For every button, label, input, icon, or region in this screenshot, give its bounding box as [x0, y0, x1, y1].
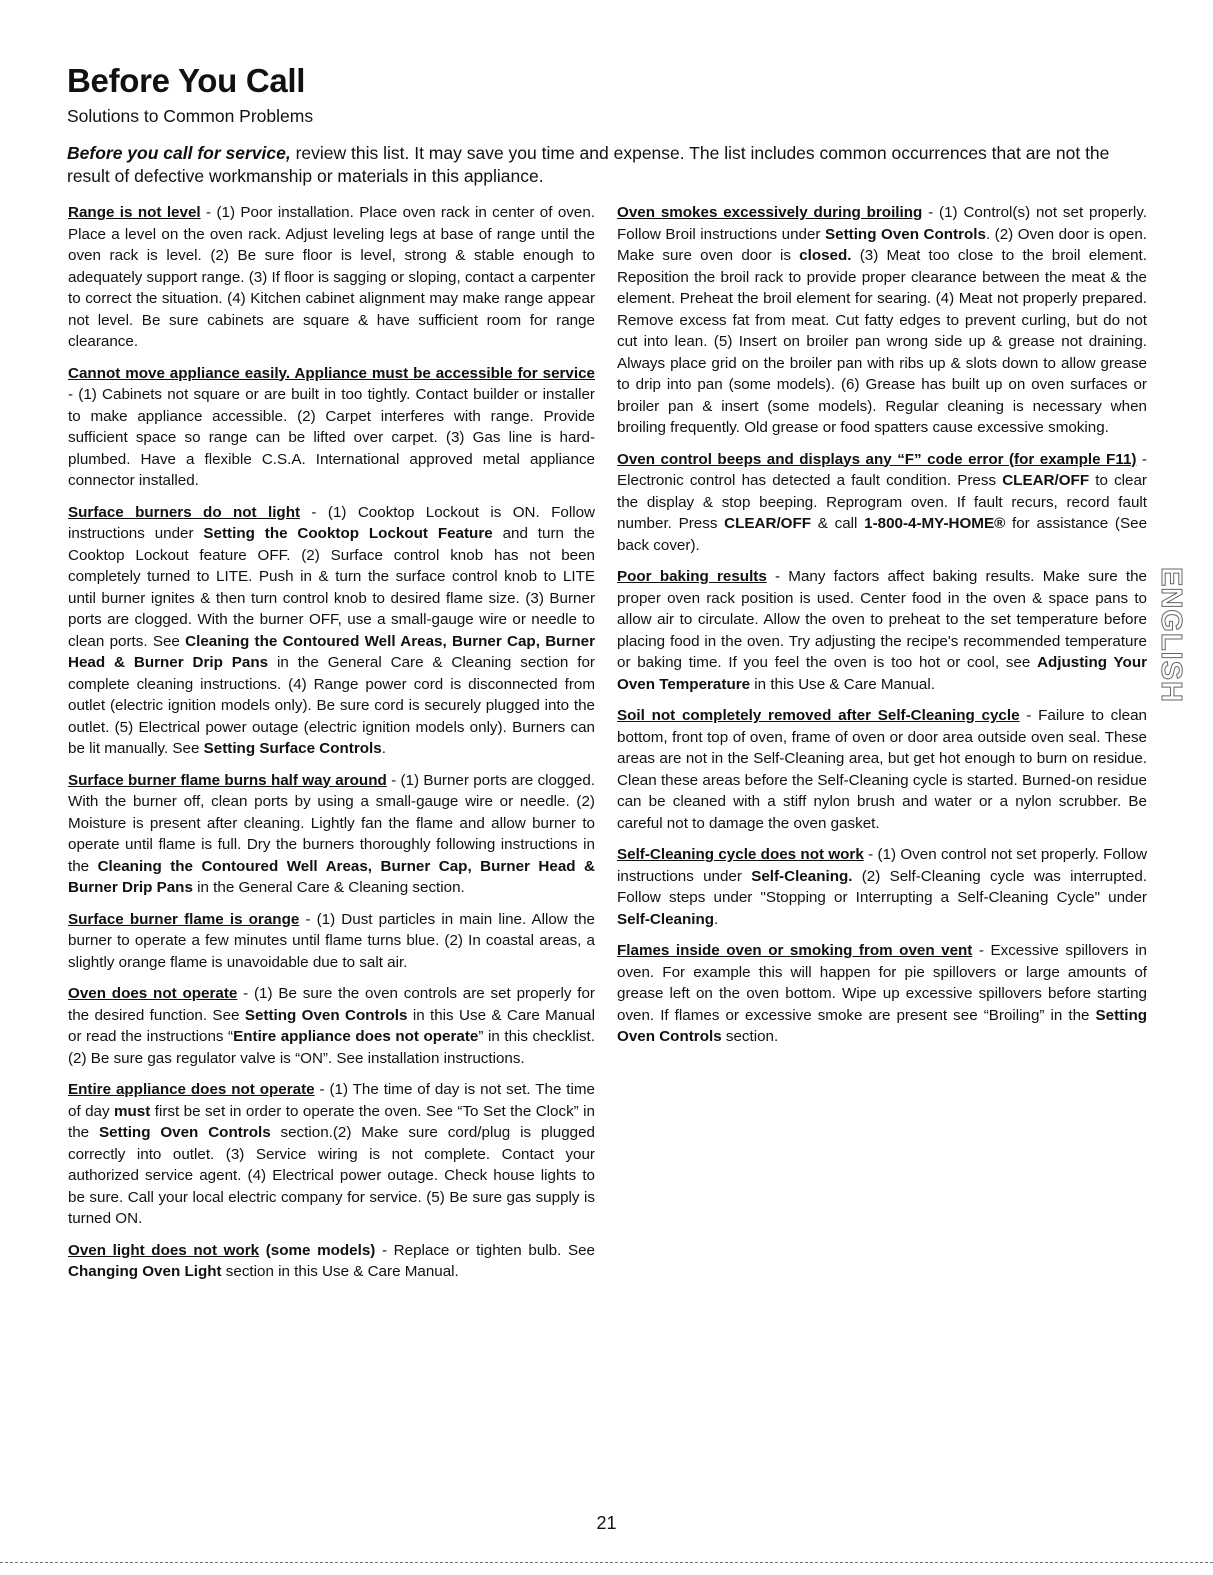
entry-text: - (1) Burner ports are clogged. With the burner off, clean ports by using a small-gauge wire or needle. (2) Moisture is present after cleaning. Lightly fan the flame and allow burner to operate until flame is full. Dry the burners thoroughly following instructions in the	[68, 771, 595, 875]
entry-heading: Self-Cleaning cycle does not work	[617, 846, 864, 863]
entry-bold-text: Setting Oven Controls	[244, 1006, 408, 1024]
troubleshooting-entry	[617, 705, 1147, 834]
entry-bold-text: Cleaning the Contoured Well Areas, Burner Cap, Burner Head & Burner Drip Pans	[68, 632, 595, 671]
entry-text: for assistance (See back cover).	[617, 515, 1148, 554]
entry-text: in this Use & Care Manual.	[750, 675, 935, 693]
intro-lead: Before you call for service,	[67, 143, 291, 163]
page-subtitle: Solutions to Common Problems	[67, 106, 314, 126]
entry-text: - (1) Cooktop Lockout is ON. Follow instructions under	[68, 503, 596, 542]
entry-text: to clear the display & stop beeping. Reprogram oven. If fault recurs, record fault number. Press	[617, 472, 1147, 532]
intro-paragraph	[67, 142, 1152, 188]
troubleshooting-entry	[617, 844, 1147, 930]
troubleshooting-entry	[68, 502, 595, 760]
entry-text: and turn the Cooktop Lockout feature OFF. (2) Surface control knob has not been completely turned to LITE. Push in & turn the surface control knob to LITE until burner ignites & then turn control knob to desired flame size. (3) Burner ports are clogged. With the burner OFF, use a small-gauge wire or needle to clean ports. See	[68, 525, 595, 650]
entry-text: - (1) The time of day is not set. The time of day	[68, 1081, 595, 1120]
entry-text: - Replace or tighten bulb. See	[375, 1241, 595, 1259]
entry-heading: Poor baking results	[617, 568, 767, 585]
intro-text: review this list. It may save you time and expense. The list includes common occurrences that are not the result of defective workmanship or materials in this appliance.	[67, 143, 1110, 186]
entry-bold-text: Setting the Cooktop Lockout Feature	[203, 525, 493, 542]
entry-heading: Cannot move appliance easily. Appliance must be accessible for service	[68, 364, 595, 382]
entry-bold-text: Setting Surface Controls	[203, 740, 382, 757]
entry-bold-text: must	[114, 1102, 151, 1120]
entry-bold-text: Self-Cleaning.	[751, 867, 853, 885]
right-column	[617, 202, 1147, 1058]
entry-heading: Flames inside oven or smoking from oven vent	[617, 942, 973, 959]
page-number: 21	[596, 1513, 617, 1533]
entry-heading: Range is not level	[68, 204, 201, 221]
entry-heading: Oven light does not work	[68, 1241, 260, 1259]
entry-text: & call	[811, 515, 865, 532]
troubleshooting-entry	[617, 449, 1147, 557]
entry-heading: Oven control beeps and displays any “F” code error (for example F11)	[617, 450, 1137, 468]
entry-bold-text: Adjusting Your Oven Temperature	[617, 654, 1147, 693]
entry-text: - Failure to clean bottom, front top of oven, frame of oven or door area outside oven seal. These areas are not in the Self-Cleaning area, but get hot enough to burn on residue. Clean these areas before the Self-Cleaning cycle is started. Burned-on residue can be cleaned with a stiff nylon brush and water or a nylon scrubber. Be careful not to damage the oven gasket.	[617, 707, 1147, 832]
entry-text: - (1) Dust particles in main line. Allow the burner to operate a few minutes until flame turns blue. (2) In coastal areas, a slightly orange flame is unavoidable due to salt air.	[68, 910, 595, 971]
troubleshooting-entry	[68, 770, 595, 899]
troubleshooting-entry	[68, 202, 595, 353]
left-column	[68, 202, 595, 1293]
entry-bold-text: Setting Oven Controls	[99, 1124, 271, 1141]
troubleshooting-entry	[68, 1079, 595, 1230]
page-title: Before You Call	[67, 62, 306, 99]
entry-bold-text: 1-800-4-MY-HOME®	[864, 515, 1006, 532]
troubleshooting-entry	[68, 909, 595, 974]
troubleshooting-entry	[617, 202, 1147, 439]
entry-text: - Excessive spillovers in oven. For example this will happen for pie spillovers or large amounts of grease left on the oven bottom. Wipe up excessive spillovers before starting oven. If flames or excessive smoke are present see “Broiling” in the	[617, 942, 1147, 1024]
entry-heading: Surface burner flame burns half way around	[68, 771, 387, 789]
entry-heading: Entire appliance does not operate	[68, 1081, 315, 1098]
entry-text: - Electronic control has detected a fault condition. Press	[617, 450, 1147, 489]
entry-bold-text: Self-Cleaning	[617, 910, 715, 928]
entry-text: - (1) Poor installation. Place oven rack in center of oven. Place a level on the oven rack. Adjust leveling legs at base of range until the oven rack is level. (2) Be sure floor is level, strong & stable enough to adequately support range. (3) If floor is sagging or sloping, contact a carpenter to correct the situation. (4) Kitchen cabinet alignment may make range appear not level. Be sure cabinets are square & have sufficient room for range clearance.	[68, 204, 595, 350]
entry-bold-text: Entire appliance does not operate	[233, 1028, 479, 1045]
entry-bold-text: Cleaning the Contoured Well Areas, Burner Cap, Burner Head & Burner Drip Pans	[68, 857, 595, 896]
entry-bold-text: Setting Oven Controls	[617, 1006, 1147, 1045]
entry-bold-text: CLEAR/OFF	[1002, 472, 1090, 489]
entry-text: . (2) Oven door is open. Make sure oven door is	[617, 225, 1147, 264]
entry-text: .	[714, 910, 719, 928]
entry-text: (3) Meat too close to the broil element. Reposition the broil rack to provide proper clearance between the meat & the element. Preheat the broil element for searing. (4) Meat not properly prepared. Remove excess fat from meat. Cut fatty edges to prevent curling, but do not cut into lean. (5) Insert on broiler pan wrong side up & grease not draining. Always place grid on the broiler pan with ribs up & slots down to allow grease to drip into pan (some models). (6) Grease has built up on oven surfaces or broiler pan & insert (some models). Regular cleaning is necessary when broiling frequently. Old grease or food spatters cause excessive smoking.	[617, 247, 1147, 436]
entry-heading: Surface burner flame is orange	[68, 910, 300, 928]
language-tab: ENGLISH	[1155, 567, 1187, 703]
entry-text: - Many factors affect baking results. Make sure the proper oven rack position is used. Center food in the oven & space pans to allow air to circulate. Allow the oven to preheat to the set temperature before placing food in the oven. Try adjusting the recipe's recommended temperature or baking time. If you feel the oven is too hot or cool, see	[617, 568, 1147, 671]
entry-text: (2) Self-Cleaning cycle was interrupted. Follow steps under "Stopping or Interrupting a Self-Cleaning Cycle" under	[617, 867, 1147, 906]
entry-bold-text: CLEAR/OFF	[724, 515, 812, 532]
troubleshooting-entry	[617, 940, 1147, 1048]
entry-bold-text: (some models)	[259, 1241, 376, 1259]
entry-text: section in this Use & Care Manual.	[221, 1263, 459, 1280]
entry-text: - (1) Oven control not set properly. Follow instructions under	[617, 846, 1147, 885]
entry-text: - (1) Be sure the oven controls are set properly for the desired function. See	[68, 985, 595, 1024]
entry-bold-text: Changing Oven Light	[68, 1263, 222, 1280]
entry-bold-text: Setting Oven Controls	[825, 225, 986, 243]
entry-bold-text: closed.	[799, 247, 852, 264]
entry-text: .	[381, 740, 386, 757]
entry-heading: Soil not completely removed after Self-Cleaning cycle	[617, 707, 1020, 724]
footer-rule	[0, 1562, 1213, 1563]
troubleshooting-entry	[617, 566, 1147, 695]
entry-text: - (1) Cabinets not square or are built in too tightly. Contact builder or installer to make appliance accessible. (2) Carpet interferes with range. Provide sufficient space so range can be lifted over carpet. (3) Gas line is hard-plumbed. Have a flexible C.S.A. International approved metal appliance connector installed.	[68, 386, 595, 489]
entry-text: section.	[721, 1028, 779, 1045]
entry-text: in the General Care & Cleaning section for complete cleaning instructions. (4) Range power cord is disconnected from outlet (electric ignition models only). Be sure cord is securely plugged into the outlet. (5) Electrical power outage (electric ignition models only). Burners can be lit manually. See	[68, 654, 595, 757]
entry-text: - (1) Control(s) not set properly. Follow Broil instructions under	[617, 204, 1147, 243]
entry-text: in the General Care & Cleaning section.	[192, 879, 465, 896]
entry-text: in this Use & Care Manual or read the instructions “	[68, 1006, 595, 1045]
entry-heading: Oven does not operate	[68, 985, 238, 1002]
entry-heading: Oven smokes excessively during broiling	[617, 204, 923, 221]
entry-text: first be set in order to operate the oven. See “To Set the Clock” in the	[68, 1102, 595, 1141]
entry-text: section.(2) Make sure cord/plug is plugged correctly into outlet. (3) Service wiring is not complete. Contact your authorized service agent. (4) Electrical power outage. Check house lights to be sure. Call your local electric company for service. (5) Be sure gas supply is turned ON.	[68, 1124, 595, 1227]
troubleshooting-entry	[68, 1240, 595, 1283]
troubleshooting-entry	[68, 983, 595, 1069]
entry-text: ” in this checklist. (2) Be sure gas regulator valve is “ON”. See installation instructions.	[68, 1028, 595, 1067]
troubleshooting-entry	[68, 363, 595, 492]
entry-heading: Surface burners do not light	[68, 503, 301, 521]
